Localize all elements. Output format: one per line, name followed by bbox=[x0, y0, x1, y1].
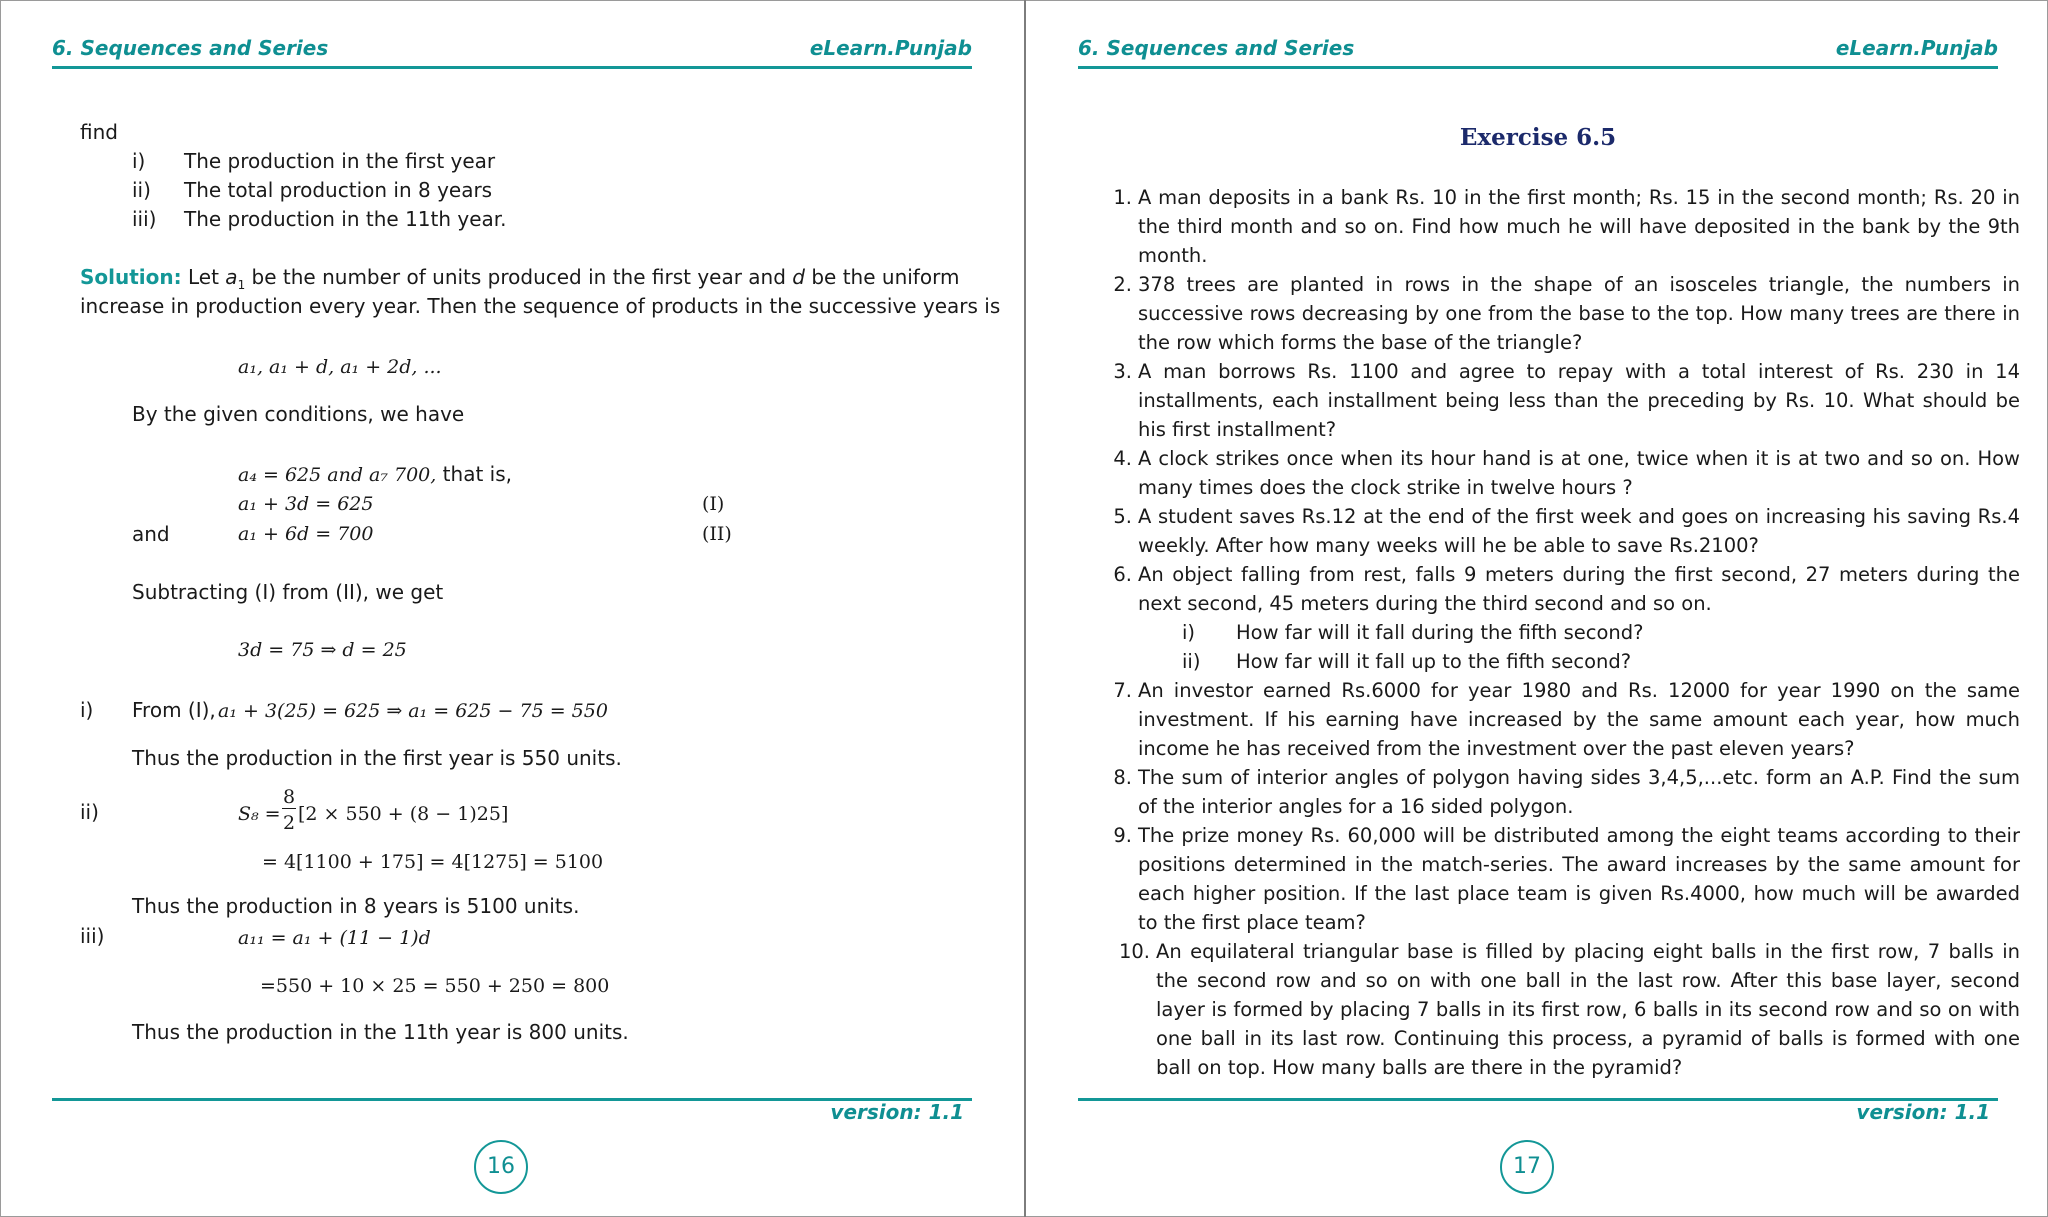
part-iii-result: Thus the production in the 11th year is 800 units. bbox=[132, 1020, 629, 1044]
part-i-from: From (I), bbox=[132, 698, 216, 722]
find-item-1-roman: i) bbox=[132, 149, 146, 173]
exercise-list bbox=[1106, 183, 2020, 1082]
page-number-badge: 16 bbox=[474, 1140, 528, 1194]
find-item-3-text: The production in the 11th year. bbox=[184, 207, 507, 231]
brand-name: eLearn.Punjab bbox=[809, 36, 972, 60]
condition-line bbox=[238, 460, 512, 490]
list-item: 2. 378 trees are planted in rows in the shape of an isosceles triangle, the numbers in successive rows decreasing by one from the base to the top. How many trees are there in the row which forms the base of the triangle? bbox=[1113, 273, 2020, 354]
version-label: version: 1.1 bbox=[830, 1100, 964, 1124]
sub-item: i) How far will it fall during the fifth second? bbox=[1182, 621, 1644, 644]
condition-equation: a₄ = 625 and a₇ 700, bbox=[238, 464, 437, 486]
part-ii-equation-2: = 4[1100 + 175] = 4[1275] = 5100 bbox=[262, 851, 604, 873]
page-header bbox=[52, 34, 972, 69]
equation-2: a₁ + 6d = 700 bbox=[238, 523, 374, 545]
condition-tail: that is, bbox=[436, 462, 512, 486]
list-item: 8. The sum of interior angles of polygon having sides 3,4,5,...etc. form an A.P. Find the sum of the interior angles for a 16 sided polygon. bbox=[1113, 766, 2020, 818]
part-ii-rhs: [2 × 550 + (8 − 1)25] bbox=[298, 803, 509, 825]
chapter-title: 6. Sequences and Series bbox=[52, 36, 329, 60]
part-i-result: Thus the production in the first year is 550 units. bbox=[132, 746, 622, 770]
sequence-equation: a₁, a₁ + d, a₁ + 2d, ... bbox=[238, 356, 442, 378]
part-ii-lhs: S₈ = bbox=[238, 803, 281, 825]
find-item-1-text: The production in the first year bbox=[184, 149, 496, 173]
list-item: 9. The prize money Rs. 60,000 will be distributed among the eight teams according to their positions determined in the match-series. The award increases by the same amount for each higher position. If the last place team is given Rs.4000, how much will be awarded to the first place team? bbox=[1113, 824, 2020, 934]
part-iii-equation-2: =550 + 10 × 25 = 550 + 250 = 800 bbox=[260, 975, 610, 997]
part-ii-roman: ii) bbox=[80, 800, 99, 824]
part-i-roman: i) bbox=[80, 698, 94, 722]
list-item: 5. A student saves Rs.12 at the end of the first week and goes on increasing his saving Rs.4 weekly. After how many weeks will he be able to save Rs.2100? bbox=[1113, 505, 2020, 557]
version-label: version: 1.1 bbox=[1856, 1100, 1990, 1124]
find-item-2-roman: ii) bbox=[132, 178, 151, 202]
equation-2-label: (II) bbox=[702, 523, 732, 545]
list-item: 10. An equilateral triangular base is filled by placing eight balls in the first row, 7 balls in the second row and so on with one ball in the last row. After this base layer, second layer is formed by placing 7 balls in its first row, 6 balls in its second row and so on with one ball in its last row. Continuing this process, a pyramid of balls is formed with one ball on top. How many balls are there in the pyramid? bbox=[1118, 940, 2020, 1079]
list-item: 1. A man deposits in a bank Rs. 10 in the first month; Rs. 15 in the second month; Rs. 20 in the third month and so on. Find how much he will have deposited in the bank by the 9th month. bbox=[1113, 186, 2020, 267]
list-item: 3. A man borrows Rs. 1100 and agree to repay with a total interest of Rs. 230 in 14 installments, each installment being less than the preceding by Rs. 10. What should be his first installment? bbox=[1113, 360, 2020, 441]
find-item-3-roman: iii) bbox=[132, 207, 157, 231]
part-ii-fraction-denominator: 2 bbox=[282, 812, 296, 834]
solution-line-1: Solution: Let $a_1$ be the number of units produced in the first year and d be the uniform bbox=[80, 265, 960, 292]
brand-name: eLearn.Punjab bbox=[1835, 36, 1998, 60]
sub-item: ii) How far will it fall up to the fifth second? bbox=[1182, 650, 1632, 673]
part-ii-fraction-numerator: 8 bbox=[282, 786, 296, 808]
part-iii-roman: iii) bbox=[80, 924, 105, 948]
exercise-title: Exercise 6.5 bbox=[1459, 124, 1617, 151]
solution-line-2: increase in production every year. Then the sequence of products in the successive years is bbox=[80, 294, 1001, 318]
page-number-badge: 17 bbox=[1500, 1140, 1554, 1194]
d-equation: 3d = 75 ⇒ d = 25 bbox=[238, 639, 407, 661]
subtract-text: Subtracting (I) from (II), we get bbox=[132, 580, 444, 604]
conditions-text: By the given conditions, we have bbox=[132, 402, 465, 426]
page-header bbox=[1078, 34, 1998, 69]
part-i-equation: a₁ + 3(25) = 625 ⇒ a₁ = 625 − 75 = 550 bbox=[218, 700, 608, 722]
and-label: and bbox=[132, 522, 170, 546]
equation-1-label: (I) bbox=[702, 493, 725, 515]
list-item: 7. An investor earned Rs.6000 for year 1980 and Rs. 12000 for year 1990 on the same investment. If his earning have increased by the same amount each year, how much income he has received from the investment over the past eleven years? bbox=[1113, 679, 2020, 760]
chapter-title: 6. Sequences and Series bbox=[1078, 36, 1355, 60]
part-ii-result: Thus the production in 8 years is 5100 units. bbox=[132, 894, 580, 918]
list-item: 6. An object falling from rest, falls 9 meters during the first second, 27 meters during the next second, 45 meters during the third second and so on. bbox=[1113, 563, 2020, 615]
solution-label: Solution: bbox=[80, 265, 182, 289]
list-item: 4. A clock strikes once when its hour hand is at one, twice when it is at two and so on. How many times does the clock strike in twelve hours ? bbox=[1113, 447, 2020, 499]
find-item-2-text: The total production in 8 years bbox=[184, 178, 493, 202]
right-page bbox=[1026, 0, 2048, 1217]
find-label: find bbox=[80, 120, 118, 144]
equation-1: a₁ + 3d = 625 bbox=[238, 493, 374, 515]
part-iii-equation-1: a₁₁ = a₁ + (11 − 1)d bbox=[238, 927, 431, 949]
